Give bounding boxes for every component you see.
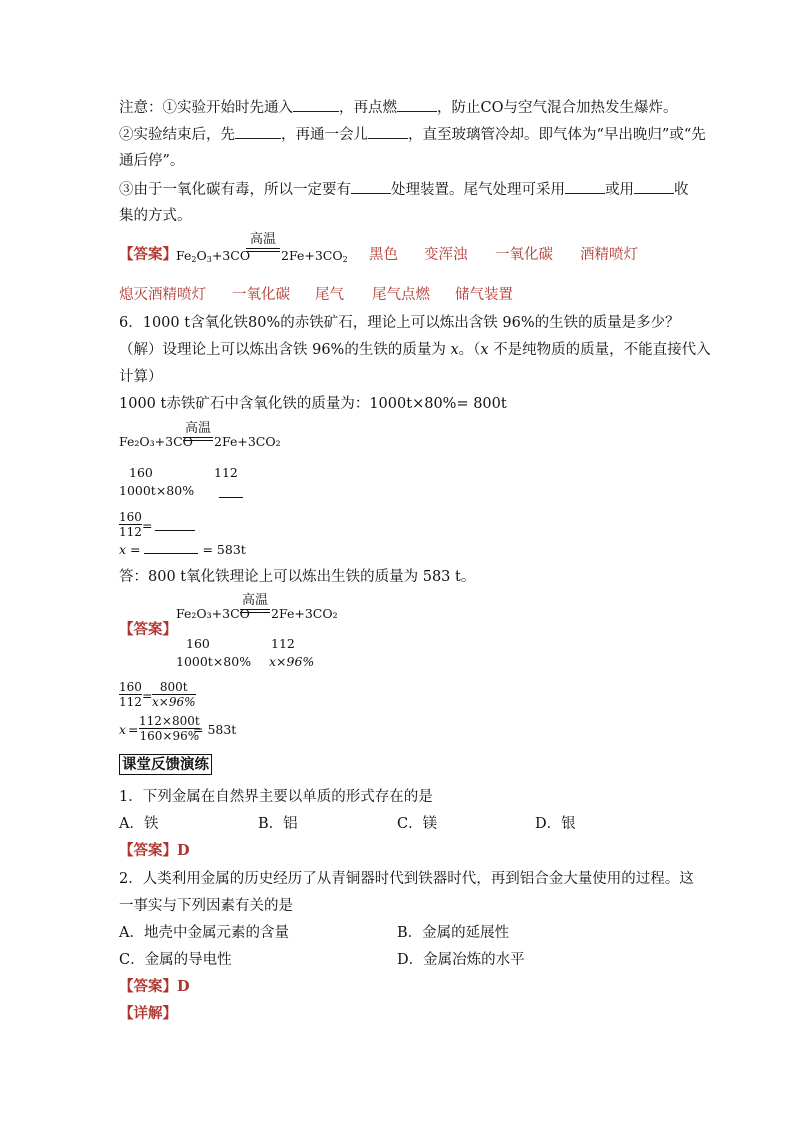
mc-question-2-cont: 一事实与下列因素有关的是	[119, 898, 293, 914]
option-b: B．铝	[258, 816, 298, 832]
reaction-equation: Fe₂O₃+3CO	[176, 606, 250, 621]
question-6: 6．1000 t含氧化铁80%的赤铁矿石，理论上可以炼出含铁 96%的生铁的质量是多少？	[119, 315, 680, 331]
equals-sign: =	[128, 722, 139, 737]
molar-mass: 160	[186, 636, 210, 651]
fill-blank	[293, 98, 339, 112]
note-1-text-c: ，防止CO与空气混合加热发生爆炸。	[437, 100, 678, 116]
mc-question-2: 2．人类利用金属的历史经历了从青铜器时代到铁器时代，再到铝合金大量使用的过程。这	[119, 871, 694, 887]
solution-intro: （解）设理论上可以炼出含铁 96%的生铁的质量为 x。（x 不是纯物质的质量，不能直接代入	[119, 342, 711, 358]
answer-item: 黑色	[369, 247, 398, 263]
x-fraction: 112×800t 160×96%	[139, 714, 200, 743]
fill-blank	[219, 497, 243, 498]
given-mass: x×96%	[269, 654, 315, 669]
note-3-text-b: 处理装置。尾气处理可采用	[391, 182, 565, 198]
option-d: D．银	[535, 816, 576, 832]
note-3	[119, 180, 689, 199]
answer-label: 【答案】	[119, 621, 177, 638]
option-c: C．金属的导电性	[119, 952, 232, 968]
ratio-fraction: 160 112	[119, 680, 142, 709]
molar-mass: 112	[271, 636, 295, 651]
answer-item: 熄灭酒精喷灯	[119, 287, 206, 303]
solution-intro-cont: 计算）	[119, 369, 163, 385]
given-mass: 1000t×80%	[119, 483, 195, 498]
reaction-condition: 高温	[240, 594, 270, 613]
mc-question-1: 1．下列金属在自然界主要以单质的形式存在的是	[119, 789, 433, 805]
detail-label: 【详解】	[119, 1005, 177, 1022]
note-3-text-d: 收	[674, 182, 689, 198]
answer-item: 一氧化碳	[232, 287, 290, 303]
answer-item: 一氧化碳	[495, 247, 553, 263]
x-label: x	[119, 722, 127, 737]
note-2	[119, 125, 706, 144]
x-result: x = = 583t	[119, 542, 246, 557]
reaction-products: 2Fe+3CO₂	[271, 606, 338, 621]
option-b: B．金属的延展性	[397, 925, 510, 941]
note-2-text-b: ，再通一会儿	[281, 127, 368, 143]
answer-item: 酒精喷灯	[580, 247, 638, 263]
option-a: A．铁	[119, 816, 159, 832]
fill-blank	[351, 180, 391, 194]
note-2-cont: 通后停”。	[119, 153, 185, 169]
reaction-equation: Fe₂O₃+3CO	[119, 434, 193, 449]
mc2-answer: 【答案】D	[119, 978, 190, 995]
option-c: C．镁	[397, 816, 438, 832]
mc1-answer: 【答案】D	[119, 842, 190, 859]
fill-blank	[155, 530, 195, 531]
answer-label: 【答案】	[119, 246, 177, 263]
reaction-condition: 高温	[183, 422, 213, 441]
equals-sign: =	[142, 688, 153, 703]
note-1-text-b: ，再点燃	[339, 100, 397, 116]
answer-item: 储气装置	[455, 287, 513, 303]
reaction-products: 2Fe+3CO₂	[214, 434, 281, 449]
fill-blank	[235, 125, 281, 139]
answer-statement: 答：800 t氧化铁理论上可以炼出生铁的质量为 583 t。	[119, 569, 476, 585]
fill-blank	[368, 125, 408, 139]
section-title: 课堂反馈演练	[119, 756, 212, 774]
fill-blank	[397, 98, 437, 112]
equals-sign: =	[142, 518, 153, 533]
reaction-condition: 高温	[246, 233, 280, 252]
given-mass: 1000t×80%	[176, 654, 252, 669]
molar-mass: 160	[129, 465, 153, 480]
answer-item: 尾气点燃	[372, 287, 430, 303]
answer-item: 变浑浊	[424, 247, 468, 263]
note-3-text-c: 或用	[605, 182, 634, 198]
option-d: D．金属冶炼的水平	[397, 952, 525, 968]
note-2-text-a: ②实验结束后，先	[119, 127, 235, 143]
fill-blank	[634, 180, 674, 194]
reaction-products: $2Fe+3CO_2$	[281, 248, 348, 264]
option-a: A．地壳中金属元素的含量	[119, 925, 289, 941]
answer-item: 尾气	[315, 287, 344, 303]
ratio-fraction: 160 112	[119, 510, 142, 539]
ratio-fraction: 800t x×96%	[152, 680, 196, 709]
molar-mass: 112	[214, 465, 238, 480]
fill-blank	[565, 180, 605, 194]
note-1-text-a: 注意：①实验开始时先通入	[119, 100, 293, 116]
x-result: = 583t	[193, 722, 237, 737]
mass-calculation: 1000 t赤铁矿石中含氧化铁的质量为：1000t×80%= 800t	[119, 396, 507, 412]
note-3-text-a: ③由于一氧化碳有毒，所以一定要有	[119, 182, 351, 198]
reaction-equation: $Fe_2O_3+3CO$	[176, 248, 251, 264]
note-1	[119, 98, 677, 117]
note-3-cont: 集的方式。	[119, 208, 192, 224]
note-2-text-c: ，直至玻璃管冷却。即气体为“早出晚归”或“先	[408, 127, 706, 143]
